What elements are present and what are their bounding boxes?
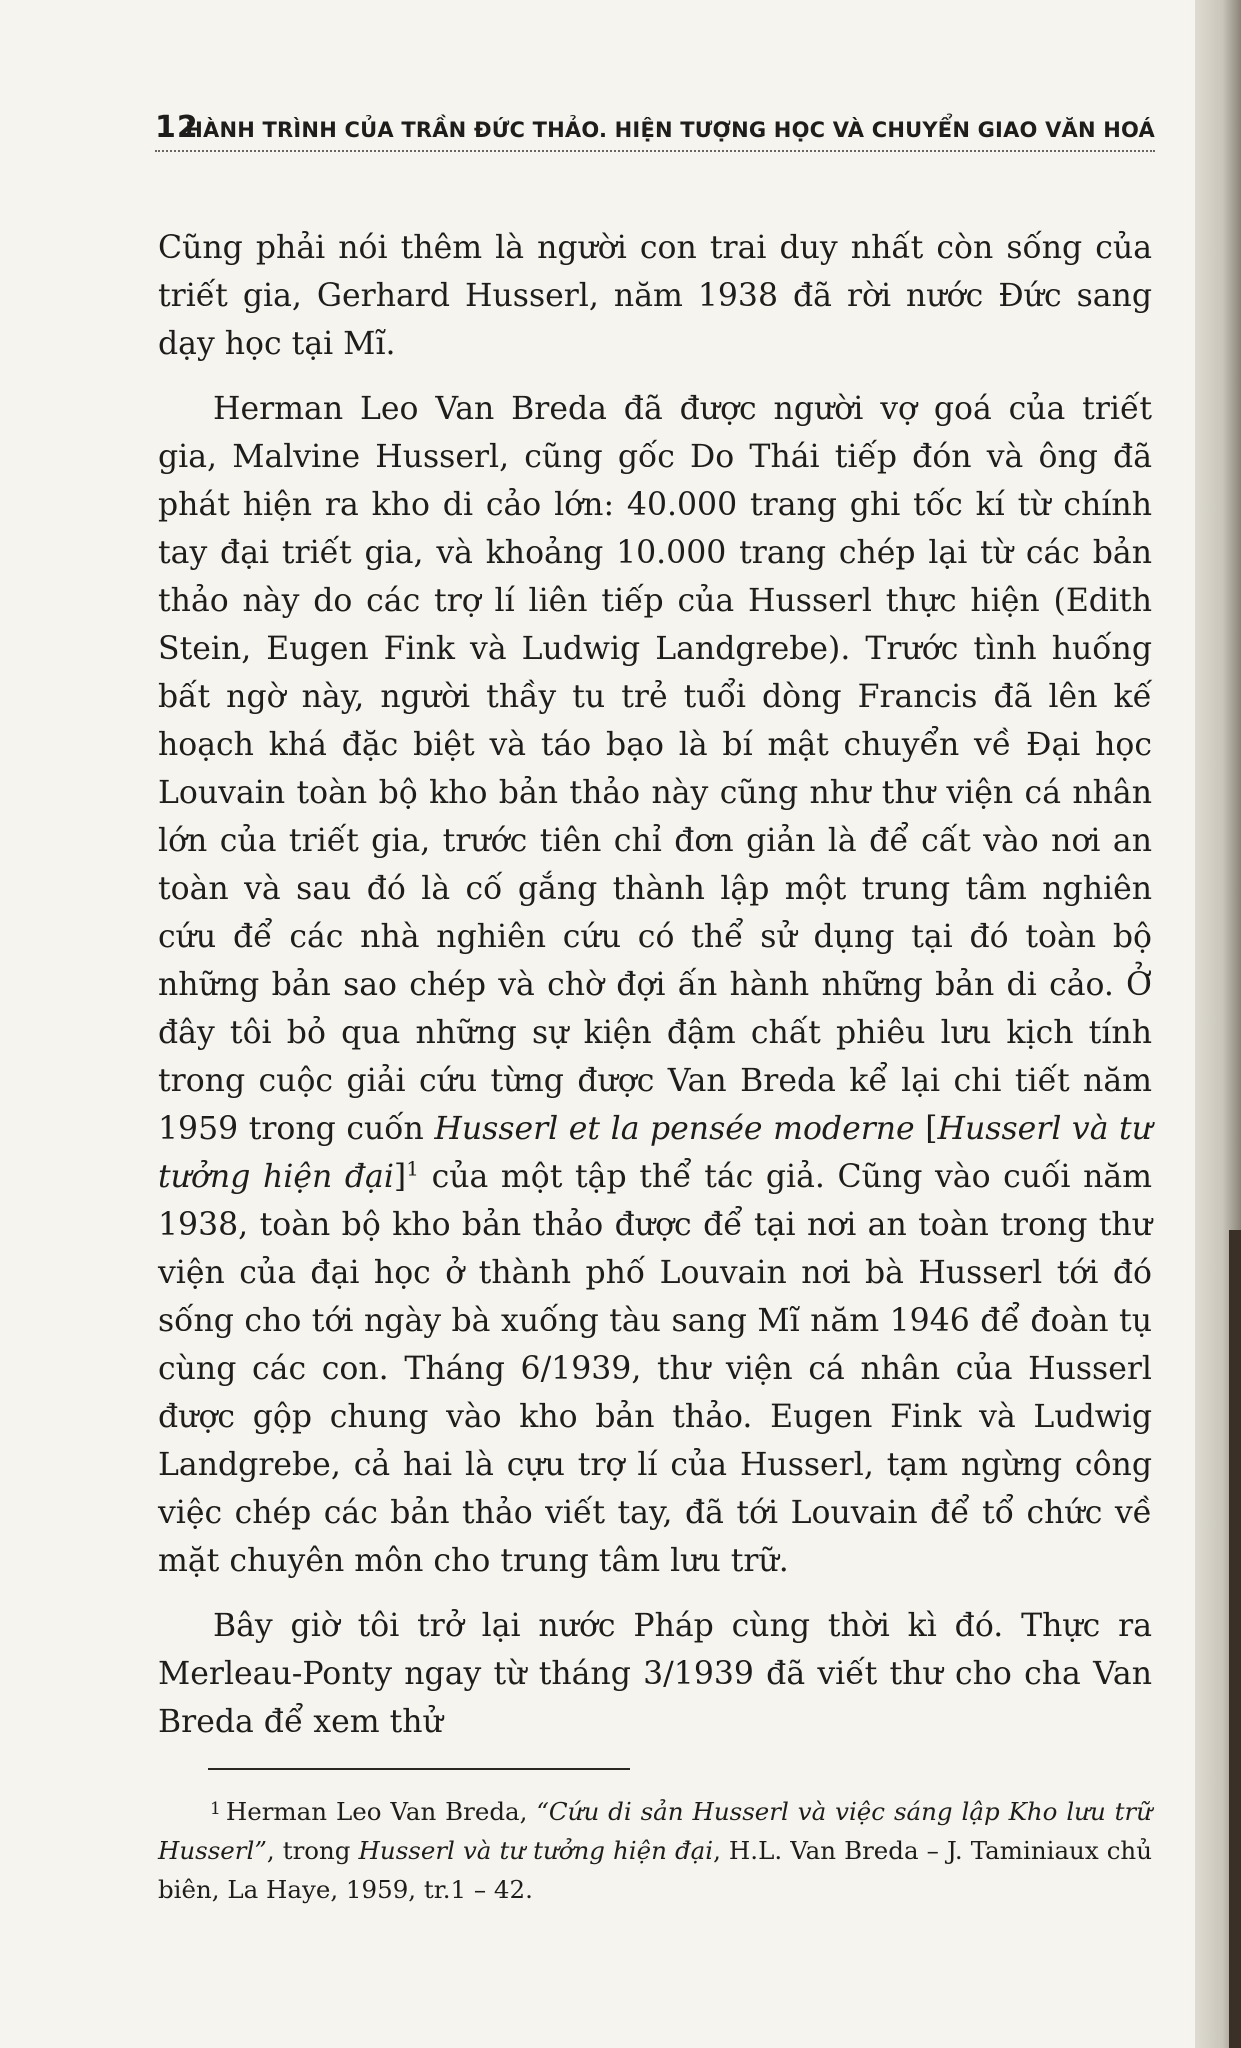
paragraph-2-text-b: của một tập thể tác giả. Cũng vào cuối năm 1938, toàn bộ kho bản thảo được để tại nơi an toàn trong thư viện của đại học ở thành phố Louvain nơi bà Husserl tới đó sống cho tới ngày bà xuống tàu sang Mĩ năm 1946 để đoàn tụ cùng các con. Tháng 6/1939, thư viện cá nhân của Husserl được gộp chung vào kho bản thảo. Eugen Fink và Ludwig Landgrebe, cả hai là cựu trợ lí của Husserl, tạm ngừng công việc chép các bản thảo viết tay, đã tới Louvain để tổ chức về mặt chuyên môn cho trung tâm lưu trữ. bbox=[158, 1159, 1152, 1579]
page-edge-dark bbox=[1229, 1230, 1241, 2048]
footnote-text-a: Herman Leo Van Breda, bbox=[225, 1797, 537, 1826]
paragraph-3: Bây giờ tôi trở lại nước Pháp cùng thời kì đó. Thực ra Merleau-Ponty ngay từ tháng 3/1939 đã viết thư cho cha Van Breda để xem thử bbox=[158, 1608, 1152, 1740]
footnote bbox=[158, 1790, 1152, 1909]
running-title: HÀNH TRÌNH CỦA TRẦN ĐỨC THẢO. HIỆN TƯỢNG HỌC VÀ CHUYỂN GIAO VĂN HOÁ bbox=[185, 118, 1155, 142]
footnote-text-c: , H.L. Van Breda – J. Taminiaux chủ biên, La Haye, 1959, tr.1 – 42. bbox=[158, 1836, 1152, 1904]
bracket-close: ] bbox=[393, 1159, 407, 1195]
paragraph-1: Cũng phải nói thêm là người con trai duy nhất còn sống của triết gia, Gerhard Husserl, năm 1938 đã rời nước Đức sang dạy học tại Mĩ. bbox=[158, 230, 1152, 362]
footnote-separator bbox=[208, 1768, 630, 1770]
page-number: 12 bbox=[155, 110, 199, 145]
running-header bbox=[155, 104, 1155, 154]
header-dotted-rule bbox=[155, 150, 1155, 152]
paragraph-2-text-a: Herman Leo Van Breda đã được người vợ goá của triết gia, Malvine Husserl, cũng gốc Do Thái tiếp đón và ông đã phát hiện ra kho di cảo lớn: 40.000 trang ghi tốc kí từ chính tay đại triết gia, và khoảng 10.000 trang chép lại từ các bản thảo này do các trợ lí liên tiếp của Husserl thực hiện (Edith Stein, Eugen Fink và Ludwig Landgrebe). Trước tình huống bất ngờ này, người thầy tu trẻ tuổi dòng Francis đã lên kế hoạch khá đặc biệt và táo bạo là bí mật chuyển về Đại học Louvain toàn bộ kho bản thảo này cũng như thư viện cá nhân lớn của triết gia, trước tiên chỉ đơn giản là để cất vào nơi an toàn và sau đó là cố gắng thành lập một trung tâm nghiên cứu để các nhà nghiên cứu có thể sử dụng tại đó toàn bộ những bản sao chép và chờ đợi ấn hành những bản di cảo. Ở đây tôi bỏ qua những sự kiện đậm chất phiêu lưu kịch tính trong cuộc giải cứu từng được Van Breda kể lại chi tiết năm 1959 trong cuốn bbox=[158, 391, 1152, 1147]
body-text bbox=[158, 224, 1152, 1763]
footnote-article-title: “Cứu di sản Husserl và việc sáng lập Kho lưu trữ Husserl” bbox=[158, 1797, 1152, 1865]
footnote-reference: 1 bbox=[406, 1156, 419, 1181]
footnote-text-b: , trong bbox=[266, 1836, 359, 1865]
book-title-vietnamese: Husserl và tư tưởng hiện đại bbox=[158, 1111, 1152, 1195]
footnote-number: 1 bbox=[210, 1799, 221, 1819]
paragraph-2 bbox=[158, 385, 1152, 1585]
footnote-book-title: Husserl và tư tưởng hiện đại bbox=[358, 1836, 714, 1865]
book-title-french: Husserl et la pensée moderne bbox=[434, 1111, 915, 1147]
bracket-open: [ bbox=[914, 1111, 938, 1147]
